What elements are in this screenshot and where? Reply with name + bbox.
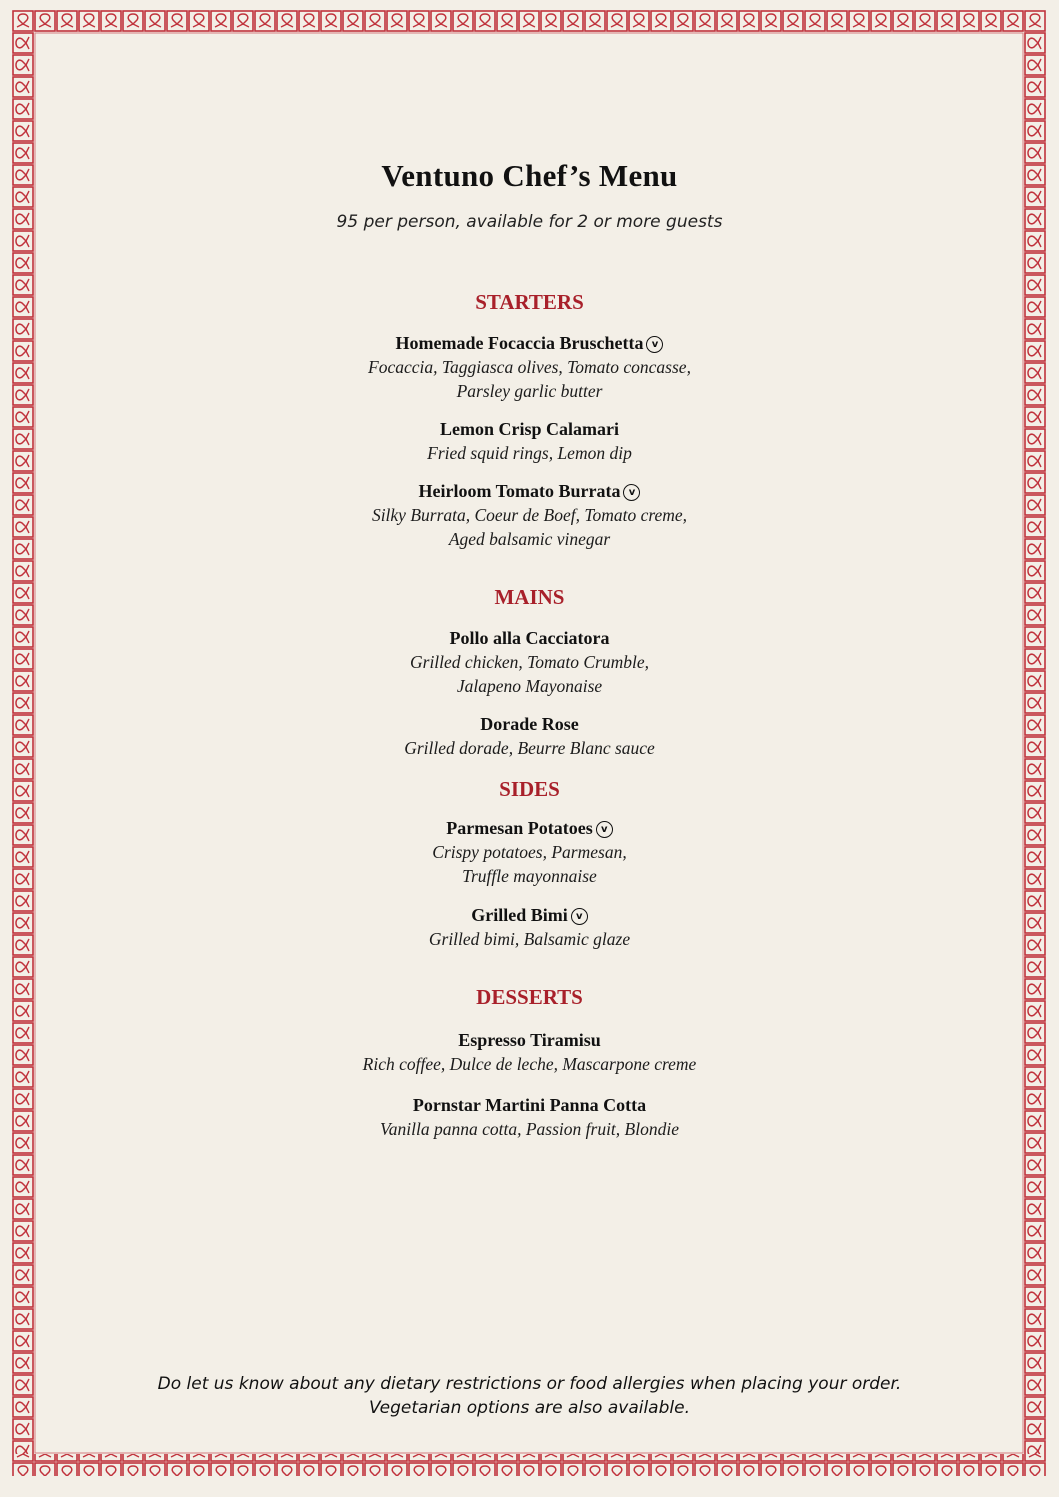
allergy-note [60, 1372, 999, 1420]
menu-title: Ventuno Chef’s Menu [381, 158, 678, 193]
dish-name: Dorade Rose [480, 714, 579, 734]
allergy-note-line: Do let us know about any dietary restrictions or food allergies when placing your order. [157, 1374, 902, 1394]
section-heading-sides: SIDES [499, 777, 560, 801]
dish-name: Lemon Crisp Calamari [440, 419, 619, 439]
vegetarian-icon: v [646, 336, 663, 353]
dish-description: Focaccia, Taggiasca olives, Tomato concasse, [368, 357, 691, 377]
section-heading-desserts: DESSERTS [476, 985, 583, 1009]
dish-name: Pornstar Martini Panna Cotta [412, 1095, 647, 1115]
dish-item [60, 816, 999, 888]
dish-description: Parsley garlic butter [456, 381, 603, 401]
dish-name: Pollo alla Cacciatora [449, 628, 610, 648]
dish-item [60, 331, 999, 403]
dish-description: Rich coffee, Dulce de leche, Mascarpone creme [362, 1054, 697, 1074]
dish-item [60, 626, 999, 698]
dish-item [60, 1028, 999, 1076]
dish-name: Espresso Tiramisu [458, 1030, 601, 1050]
vegetarian-icon: v [623, 484, 640, 501]
dish-description: Fried squid rings, Lemon dip [427, 443, 632, 463]
dish-description: Aged balsamic vinegar [448, 529, 611, 549]
dish-description: Vanilla panna cotta, Passion fruit, Blondie [380, 1119, 679, 1139]
dish-description: Jalapeno Mayonaise [456, 676, 603, 696]
menu-subtitle: 95 per person, available for 2 or more guests [336, 212, 723, 232]
dish-item [60, 479, 999, 551]
dish-description: Truffle mayonnaise [462, 866, 597, 886]
dish-description: Crispy potatoes, Parmesan, [432, 842, 627, 862]
vegetarian-icon: v [571, 908, 588, 925]
vegetarian-note-line: Vegetarian options are also available. [369, 1398, 690, 1418]
dish-name: Grilled Bimi v [60, 903, 999, 927]
dish-item [60, 1093, 999, 1141]
dish-item [60, 903, 999, 951]
vegetarian-icon: v [596, 821, 613, 838]
dish-name: Heirloom Tomato Burrata v [60, 479, 999, 503]
dish-description: Grilled chicken, Tomato Crumble, [410, 652, 649, 672]
section-heading-mains: MAINS [494, 585, 565, 609]
dish-description: Grilled dorade, Beurre Blanc sauce [404, 738, 655, 758]
dish-item [60, 417, 999, 465]
dish-description: Grilled bimi, Balsamic glaze [428, 929, 631, 949]
section-heading-starters: STARTERS [475, 290, 584, 314]
dish-name: Homemade Focaccia Bruschetta v [60, 331, 999, 355]
dish-item [60, 712, 999, 760]
dish-description: Silky Burrata, Coeur de Boef, Tomato creme, [371, 505, 688, 525]
dish-name: Parmesan Potatoes v [60, 816, 999, 840]
